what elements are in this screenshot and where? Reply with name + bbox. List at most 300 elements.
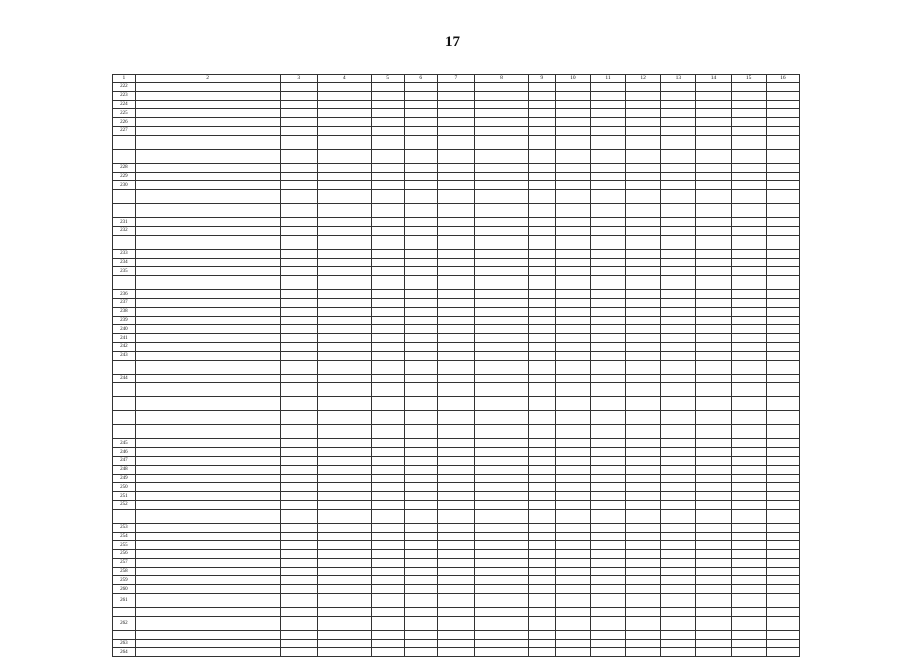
table-cell	[766, 541, 799, 550]
table-cell	[626, 500, 661, 509]
table-cell	[661, 249, 696, 258]
table-cell	[317, 258, 371, 267]
table-cell	[590, 276, 625, 290]
table-cell	[475, 439, 529, 448]
table-cell	[280, 342, 317, 351]
table-cell	[731, 181, 766, 190]
table-cell	[437, 258, 474, 267]
table-cell	[528, 500, 555, 509]
table-cell	[696, 316, 731, 325]
table-cell	[766, 456, 799, 465]
table-cell	[626, 594, 661, 608]
table-cell	[766, 492, 799, 501]
table-cell	[555, 474, 590, 483]
table-cell	[437, 360, 474, 374]
table-row	[113, 630, 800, 639]
table-cell	[280, 226, 317, 235]
table-cell	[626, 465, 661, 474]
row-number-cell: 234	[113, 258, 136, 267]
table-cell	[555, 465, 590, 474]
table-cell	[528, 383, 555, 397]
table-cell	[626, 374, 661, 383]
table-cell	[555, 258, 590, 267]
table-cell	[626, 316, 661, 325]
table-cell	[696, 218, 731, 227]
table-cell	[317, 360, 371, 374]
table-cell	[696, 298, 731, 307]
table-cell	[317, 149, 371, 163]
table-cell	[590, 439, 625, 448]
table-cell	[696, 334, 731, 343]
table-cell	[404, 100, 437, 109]
table-cell	[590, 190, 625, 204]
table-cell	[626, 639, 661, 648]
table-cell	[317, 172, 371, 181]
table-cell	[135, 492, 280, 501]
table-cell	[437, 316, 474, 325]
table-cell	[590, 360, 625, 374]
table-cell	[626, 360, 661, 374]
table-cell	[528, 226, 555, 235]
table-cell	[280, 163, 317, 172]
table-cell	[555, 541, 590, 550]
table-cell	[437, 608, 474, 617]
table-cell	[555, 163, 590, 172]
table-cell	[371, 298, 404, 307]
row-number-cell	[113, 135, 136, 149]
table-cell	[135, 290, 280, 299]
table-cell	[696, 258, 731, 267]
table-cell	[475, 163, 529, 172]
table-cell	[696, 397, 731, 411]
table-cell	[555, 585, 590, 594]
table-cell	[475, 360, 529, 374]
table-cell	[696, 342, 731, 351]
table-cell	[661, 558, 696, 567]
table-cell	[437, 163, 474, 172]
table-cell	[135, 342, 280, 351]
table-cell	[317, 448, 371, 457]
table-cell	[555, 91, 590, 100]
table-cell	[135, 550, 280, 559]
table-cell	[626, 383, 661, 397]
table-cell	[731, 342, 766, 351]
table-cell	[437, 585, 474, 594]
header-cell: 9	[528, 75, 555, 83]
table-cell	[661, 509, 696, 523]
table-cell	[404, 149, 437, 163]
header-cell: 14	[696, 75, 731, 83]
table-cell	[528, 360, 555, 374]
table-row	[113, 483, 800, 492]
table-cell	[696, 351, 731, 360]
table-cell	[317, 334, 371, 343]
table-cell	[626, 83, 661, 92]
table-cell	[766, 532, 799, 541]
row-number-cell: 224	[113, 100, 136, 109]
table-cell	[317, 630, 371, 639]
table-cell	[475, 118, 529, 127]
table-cell	[404, 648, 437, 657]
table-cell	[404, 630, 437, 639]
table-cell	[475, 181, 529, 190]
table-cell	[475, 249, 529, 258]
table-cell	[437, 474, 474, 483]
table-cell	[404, 567, 437, 576]
header-cell: 13	[661, 75, 696, 83]
table-cell	[404, 172, 437, 181]
table-cell	[371, 226, 404, 235]
row-number-cell	[113, 360, 136, 374]
table-cell	[590, 456, 625, 465]
table-cell	[626, 576, 661, 585]
table-cell	[404, 334, 437, 343]
table-cell	[555, 334, 590, 343]
table-cell	[731, 576, 766, 585]
table-cell	[731, 483, 766, 492]
table-cell	[731, 532, 766, 541]
table-cell	[555, 226, 590, 235]
table-cell	[626, 630, 661, 639]
table-cell	[626, 109, 661, 118]
row-number-cell: 255	[113, 541, 136, 550]
table-cell	[437, 439, 474, 448]
table-cell	[371, 351, 404, 360]
header-cell: 12	[626, 75, 661, 83]
table-cell	[475, 474, 529, 483]
table-cell	[371, 425, 404, 439]
table-row	[113, 190, 800, 204]
table-cell	[555, 218, 590, 227]
table-cell	[731, 465, 766, 474]
table-cell	[280, 334, 317, 343]
row-number-cell: 263	[113, 639, 136, 648]
table-cell	[661, 500, 696, 509]
table-cell	[731, 425, 766, 439]
table-cell	[371, 439, 404, 448]
table-cell	[404, 351, 437, 360]
table-cell	[766, 397, 799, 411]
table-cell	[280, 374, 317, 383]
table-cell	[280, 126, 317, 135]
table-cell	[280, 109, 317, 118]
table-cell	[317, 226, 371, 235]
table-cell	[404, 374, 437, 383]
table-cell	[590, 91, 625, 100]
table-cell	[766, 500, 799, 509]
table-cell	[135, 204, 280, 218]
row-number-cell: 247	[113, 456, 136, 465]
data-table	[112, 74, 800, 657]
table-cell	[555, 249, 590, 258]
table-cell	[475, 351, 529, 360]
table-cell	[661, 109, 696, 118]
table-cell	[696, 235, 731, 249]
row-number-cell: 227	[113, 126, 136, 135]
table-cell	[135, 190, 280, 204]
table-cell	[475, 109, 529, 118]
table-cell	[590, 500, 625, 509]
data-table-container	[112, 74, 800, 657]
table-cell	[696, 135, 731, 149]
table-cell	[404, 523, 437, 532]
table-cell	[371, 204, 404, 218]
row-number-cell: 251	[113, 492, 136, 501]
table-cell	[280, 267, 317, 276]
table-cell	[696, 118, 731, 127]
table-row	[113, 439, 800, 448]
table-cell	[280, 509, 317, 523]
table-cell	[661, 411, 696, 425]
table-cell	[590, 492, 625, 501]
table-cell	[590, 218, 625, 227]
table-cell	[661, 316, 696, 325]
table-cell	[475, 383, 529, 397]
table-cell	[317, 342, 371, 351]
table-cell	[280, 648, 317, 657]
table-cell	[280, 83, 317, 92]
table-cell	[590, 550, 625, 559]
table-row	[113, 226, 800, 235]
table-cell	[528, 91, 555, 100]
table-row	[113, 585, 800, 594]
table-cell	[528, 550, 555, 559]
table-cell	[555, 439, 590, 448]
table-cell	[528, 608, 555, 617]
table-row	[113, 126, 800, 135]
table-cell	[731, 648, 766, 657]
table-cell	[528, 298, 555, 307]
table-cell	[404, 465, 437, 474]
table-cell	[590, 351, 625, 360]
table-cell	[555, 523, 590, 532]
table-cell	[626, 474, 661, 483]
table-cell	[404, 558, 437, 567]
table-cell	[661, 100, 696, 109]
table-cell	[555, 594, 590, 608]
table-cell	[404, 258, 437, 267]
row-number-cell: 240	[113, 325, 136, 334]
table-cell	[280, 465, 317, 474]
table-cell	[696, 648, 731, 657]
row-number-cell: 241	[113, 334, 136, 343]
table-cell	[731, 585, 766, 594]
table-cell	[731, 172, 766, 181]
table-cell	[626, 334, 661, 343]
table-cell	[731, 307, 766, 316]
table-cell	[528, 109, 555, 118]
table-cell	[475, 374, 529, 383]
table-cell	[555, 235, 590, 249]
row-number-cell: 242	[113, 342, 136, 351]
table-cell	[371, 316, 404, 325]
table-cell	[371, 448, 404, 457]
table-cell	[437, 532, 474, 541]
table-cell	[731, 523, 766, 532]
table-cell	[590, 616, 625, 630]
table-cell	[696, 558, 731, 567]
table-cell	[590, 204, 625, 218]
table-cell	[590, 558, 625, 567]
table-cell	[766, 235, 799, 249]
table-cell	[475, 334, 529, 343]
table-cell	[135, 425, 280, 439]
table-cell	[696, 325, 731, 334]
table-cell	[135, 235, 280, 249]
table-cell	[371, 465, 404, 474]
table-cell	[590, 83, 625, 92]
table-cell	[437, 290, 474, 299]
table-cell	[590, 425, 625, 439]
table-cell	[555, 500, 590, 509]
table-cell	[626, 172, 661, 181]
table-cell	[696, 439, 731, 448]
table-cell	[661, 576, 696, 585]
table-cell	[528, 235, 555, 249]
table-cell	[371, 550, 404, 559]
table-cell	[317, 249, 371, 258]
table-cell	[528, 325, 555, 334]
table-cell	[280, 316, 317, 325]
table-cell	[437, 190, 474, 204]
table-cell	[528, 118, 555, 127]
table-cell	[555, 448, 590, 457]
table-cell	[555, 648, 590, 657]
table-cell	[766, 91, 799, 100]
table-cell	[404, 226, 437, 235]
table-row	[113, 448, 800, 457]
table-cell	[317, 558, 371, 567]
table-cell	[135, 397, 280, 411]
table-cell	[404, 448, 437, 457]
table-row	[113, 639, 800, 648]
row-number-cell	[113, 190, 136, 204]
table-cell	[626, 541, 661, 550]
table-cell	[766, 342, 799, 351]
table-cell	[555, 316, 590, 325]
table-cell	[696, 608, 731, 617]
table-cell	[590, 523, 625, 532]
table-cell	[135, 325, 280, 334]
table-cell	[696, 594, 731, 608]
row-number-cell	[113, 630, 136, 639]
row-number-cell: 229	[113, 172, 136, 181]
table-row	[113, 541, 800, 550]
table-row	[113, 172, 800, 181]
table-cell	[437, 639, 474, 648]
table-cell	[528, 397, 555, 411]
table-cell	[766, 325, 799, 334]
table-cell	[731, 558, 766, 567]
table-cell	[626, 483, 661, 492]
table-row	[113, 474, 800, 483]
table-cell	[696, 567, 731, 576]
table-cell	[528, 218, 555, 227]
table-cell	[404, 181, 437, 190]
table-cell	[590, 226, 625, 235]
table-cell	[280, 585, 317, 594]
table-cell	[590, 325, 625, 334]
table-cell	[661, 91, 696, 100]
table-cell	[371, 411, 404, 425]
table-cell	[135, 509, 280, 523]
table-cell	[626, 249, 661, 258]
table-cell	[590, 594, 625, 608]
table-cell	[528, 204, 555, 218]
table-cell	[661, 567, 696, 576]
row-number-cell: 248	[113, 465, 136, 474]
table-cell	[437, 325, 474, 334]
table-cell	[528, 523, 555, 532]
table-cell	[280, 135, 317, 149]
table-cell	[626, 648, 661, 657]
table-cell	[475, 149, 529, 163]
table-cell	[626, 100, 661, 109]
table-cell	[317, 608, 371, 617]
table-cell	[555, 109, 590, 118]
table-cell	[766, 558, 799, 567]
table-cell	[555, 276, 590, 290]
table-cell	[317, 91, 371, 100]
table-cell	[404, 492, 437, 501]
table-cell	[661, 290, 696, 299]
table-cell	[317, 439, 371, 448]
table-cell	[590, 567, 625, 576]
table-cell	[317, 576, 371, 585]
table-cell	[766, 630, 799, 639]
table-cell	[766, 550, 799, 559]
table-cell	[135, 109, 280, 118]
table-cell	[371, 91, 404, 100]
table-cell	[317, 83, 371, 92]
table-cell	[404, 425, 437, 439]
table-cell	[626, 226, 661, 235]
table-cell	[555, 181, 590, 190]
table-cell	[280, 307, 317, 316]
table-cell	[437, 465, 474, 474]
table-cell	[371, 616, 404, 630]
table-cell	[475, 465, 529, 474]
table-cell	[696, 109, 731, 118]
header-row	[113, 75, 800, 83]
row-number-cell: 264	[113, 648, 136, 657]
table-cell	[555, 425, 590, 439]
table-cell	[317, 500, 371, 509]
table-cell	[766, 226, 799, 235]
table-cell	[528, 474, 555, 483]
table-cell	[696, 500, 731, 509]
table-cell	[437, 91, 474, 100]
table-cell	[555, 374, 590, 383]
table-cell	[696, 267, 731, 276]
table-cell	[437, 411, 474, 425]
table-cell	[280, 360, 317, 374]
table-cell	[404, 500, 437, 509]
table-cell	[317, 267, 371, 276]
table-cell	[731, 126, 766, 135]
row-number-cell	[113, 411, 136, 425]
table-row	[113, 258, 800, 267]
table-cell	[528, 100, 555, 109]
table-cell	[661, 608, 696, 617]
table-cell	[528, 181, 555, 190]
table-cell	[528, 532, 555, 541]
table-cell	[371, 290, 404, 299]
table-cell	[404, 532, 437, 541]
table-cell	[731, 351, 766, 360]
table-cell	[404, 91, 437, 100]
table-cell	[555, 360, 590, 374]
